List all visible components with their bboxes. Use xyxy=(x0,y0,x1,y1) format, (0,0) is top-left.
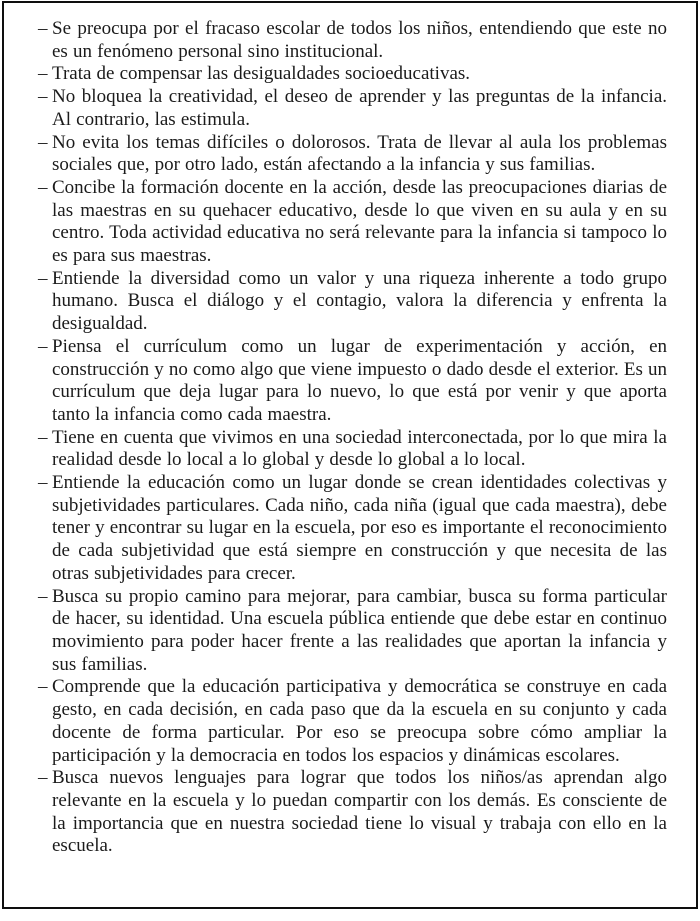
page-content xyxy=(2,1,698,909)
list-item xyxy=(38,267,667,336)
list-item-text: Trata de compensar las desigualdades socioeducativas. xyxy=(52,63,471,85)
list-item xyxy=(38,131,667,177)
list-item xyxy=(38,86,667,131)
list-item-text: Entiende la educación como un lugar donde se crean identidades colectivas y subjetividades particulares. Cada niño, cada niña (igual que cada maestra), debe tener y encontrar su lugar en la escuela, por eso es importante el reconocimiento de cada subjetividad que está siempre en construcción y que necesita de las otras subjetividades para crecer. xyxy=(52,472,667,584)
list-item-text: Se preocupa por el fracaso escolar de todos los niños, entendiendo que este no es un fenómeno personal sino institucional. xyxy=(52,18,667,62)
list-item xyxy=(38,18,667,63)
dash-marker: – xyxy=(38,676,48,698)
dash-marker: – xyxy=(38,86,48,108)
list-item-text: Concibe la formación docente en la acción, desde las preocupaciones diarias de las maestras en su quehacer educativo, desde lo que viven en su aula y en su centro. Toda actividad educativa no será relevante para la infancia si tampoco lo es para sus maestras. xyxy=(52,176,667,267)
dash-marker: – xyxy=(38,18,48,39)
list-item-text: Comprende que la educación participativa y democrática se construye en cada gesto, en cada decisión, en cada paso que da la escuela en su conjunto y cada docente de forma particular. Por eso se preocupa sobre cómo ampliar la participación y la democracia en todos los espacios y dinámicas escolares. xyxy=(52,676,667,766)
dash-marker: – xyxy=(38,176,48,198)
dash-marker: – xyxy=(38,767,48,789)
list-item xyxy=(38,176,667,268)
list-item xyxy=(38,472,667,586)
list-item-text: Piensa el currículum como un lugar de experimentación y acción, en construcción y no como algo que viene impuesto o dado desde el exterior. Es un currículum que deja lugar para lo nuevo, lo que está por venir y que aporta tanto la infancia como cada maestra. xyxy=(52,335,667,425)
list-item xyxy=(38,426,667,472)
list-item xyxy=(38,63,667,86)
bullet-list xyxy=(38,18,667,858)
list-item-text: Busca su propio camino para mejorar, para cambiar, busca su forma particular de hacer, su identidad. Una escuela pública entiende que debe estar en continuo movimiento para poder hacer frente a las realidades que aportan la infancia y sus familias. xyxy=(52,585,667,675)
dash-marker: – xyxy=(38,585,48,607)
list-item-text: Tiene en cuenta que vivimos en una sociedad interconectada, por lo que mira la realidad desde lo local a lo global y desde lo global a lo local. xyxy=(52,426,667,471)
list-item-text: Entiende la diversidad como un valor y una riqueza inherente a todo grupo humano. Busca el diálogo y el contagio, valora la diferencia y enfrenta la desigualdad. xyxy=(52,267,667,335)
dash-marker: – xyxy=(38,267,48,289)
list-item-text: No bloquea la creatividad, el deseo de aprender y las preguntas de la infancia. Al contrario, las estimula. xyxy=(52,86,667,130)
list-item xyxy=(38,585,667,677)
list-item-text: Busca nuevos lenguajes para lograr que todos los niños/as aprendan algo relevante en la escuela y lo puedan compartir con los demás. Es consciente de la importancia que en nuestra sociedad tiene lo visual y trabaja con ello en la escuela. xyxy=(52,767,667,857)
dash-marker: – xyxy=(38,335,48,357)
dash-marker: – xyxy=(38,63,48,85)
list-item xyxy=(38,767,667,858)
dash-marker: – xyxy=(38,472,48,494)
dash-marker: – xyxy=(38,426,48,448)
dash-marker: – xyxy=(38,131,48,153)
list-item xyxy=(38,676,667,767)
list-item xyxy=(38,335,667,427)
list-item-text: No evita los temas difíciles o dolorosos. Trata de llevar al aula los problemas sociales que, por otro lado, están afectando a la infancia y sus familias. xyxy=(52,131,667,176)
